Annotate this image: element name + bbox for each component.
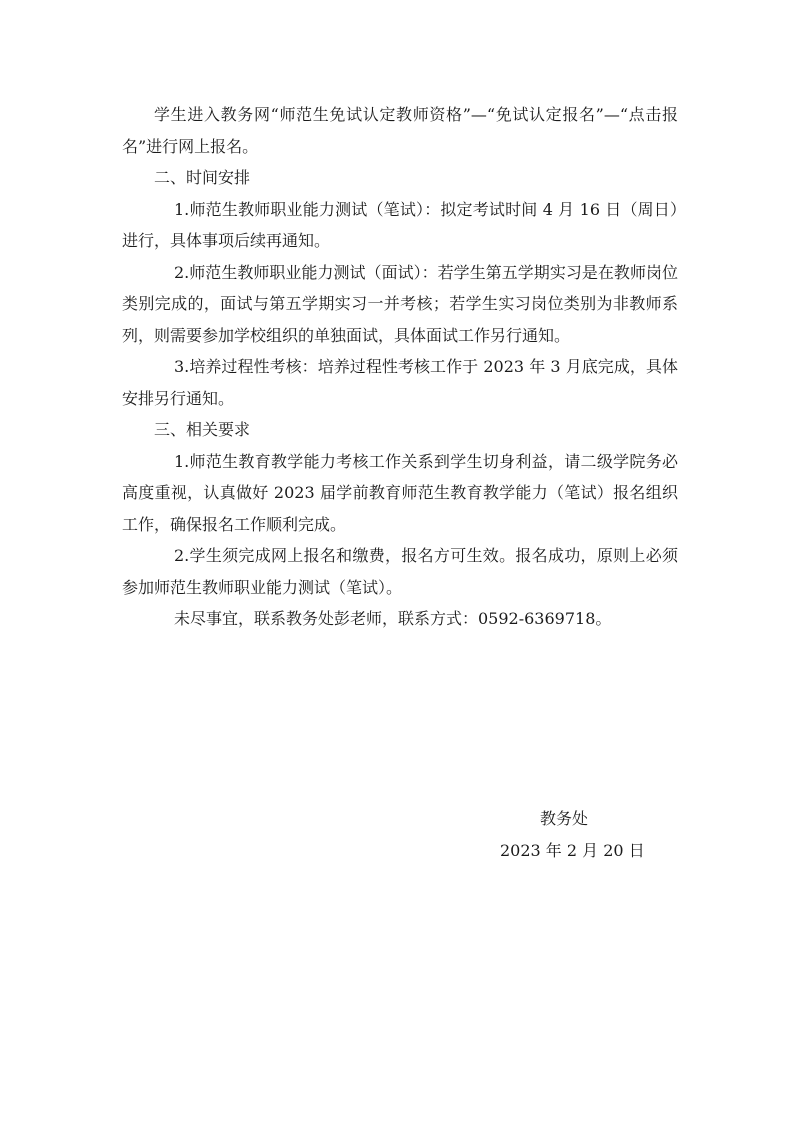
schedule-item-process-assessment: 3.培养过程性考核：培养过程性考核工作于 2023 年 3 月底完成，具体安排另行通知。 (122, 357, 678, 408)
requirement-item-1: 1.师范生教育教学能力考核工作关系到学生切身利益，请二级学院务必高度重视，认真做好 2023 届学前教育师范生教育教学能力（笔试）报名组织工作，确保报名工作顺利完成。 (122, 451, 678, 534)
section-heading-schedule: 二、时间安排 (154, 168, 251, 187)
signature-block (500, 803, 660, 866)
schedule-item-written-test: 1.师范生教师职业能力测试（笔试）：拟定考试时间 4 月 16 日（周日）进行，具体事项后续再通知。 (122, 199, 678, 250)
section-heading-requirements: 三、相关要求 (154, 420, 251, 439)
schedule-item-interview: 2.师范生教师职业能力测试（面试）：若学生第五学期实习是在教师岗位类别完成的，面试与第五学期实习一并考核；若学生实习岗位类别为非教师系列，则需要参加学校组织的单独面试，具体面试工作另行通知。 (122, 262, 678, 345)
registration-instruction: 学生进入教务网“师范生免试认定教师资格”—“免试认定报名”—“点击报名”进行网上报名。 (122, 105, 678, 156)
requirement-item-2: 2.学生须完成网上报名和缴费，报名方可生效。报名成功，原则上必须参加师范生教师职业能力测试（笔试）。 (122, 546, 678, 597)
signature-date: 2023 年 2 月 20 日 (500, 840, 645, 860)
contact-info: 未尽事宜，联系教务处彭老师，联系方式：0592-6369718。 (174, 609, 612, 628)
document-body (122, 99, 678, 635)
signature-department: 教务处 (540, 809, 589, 828)
